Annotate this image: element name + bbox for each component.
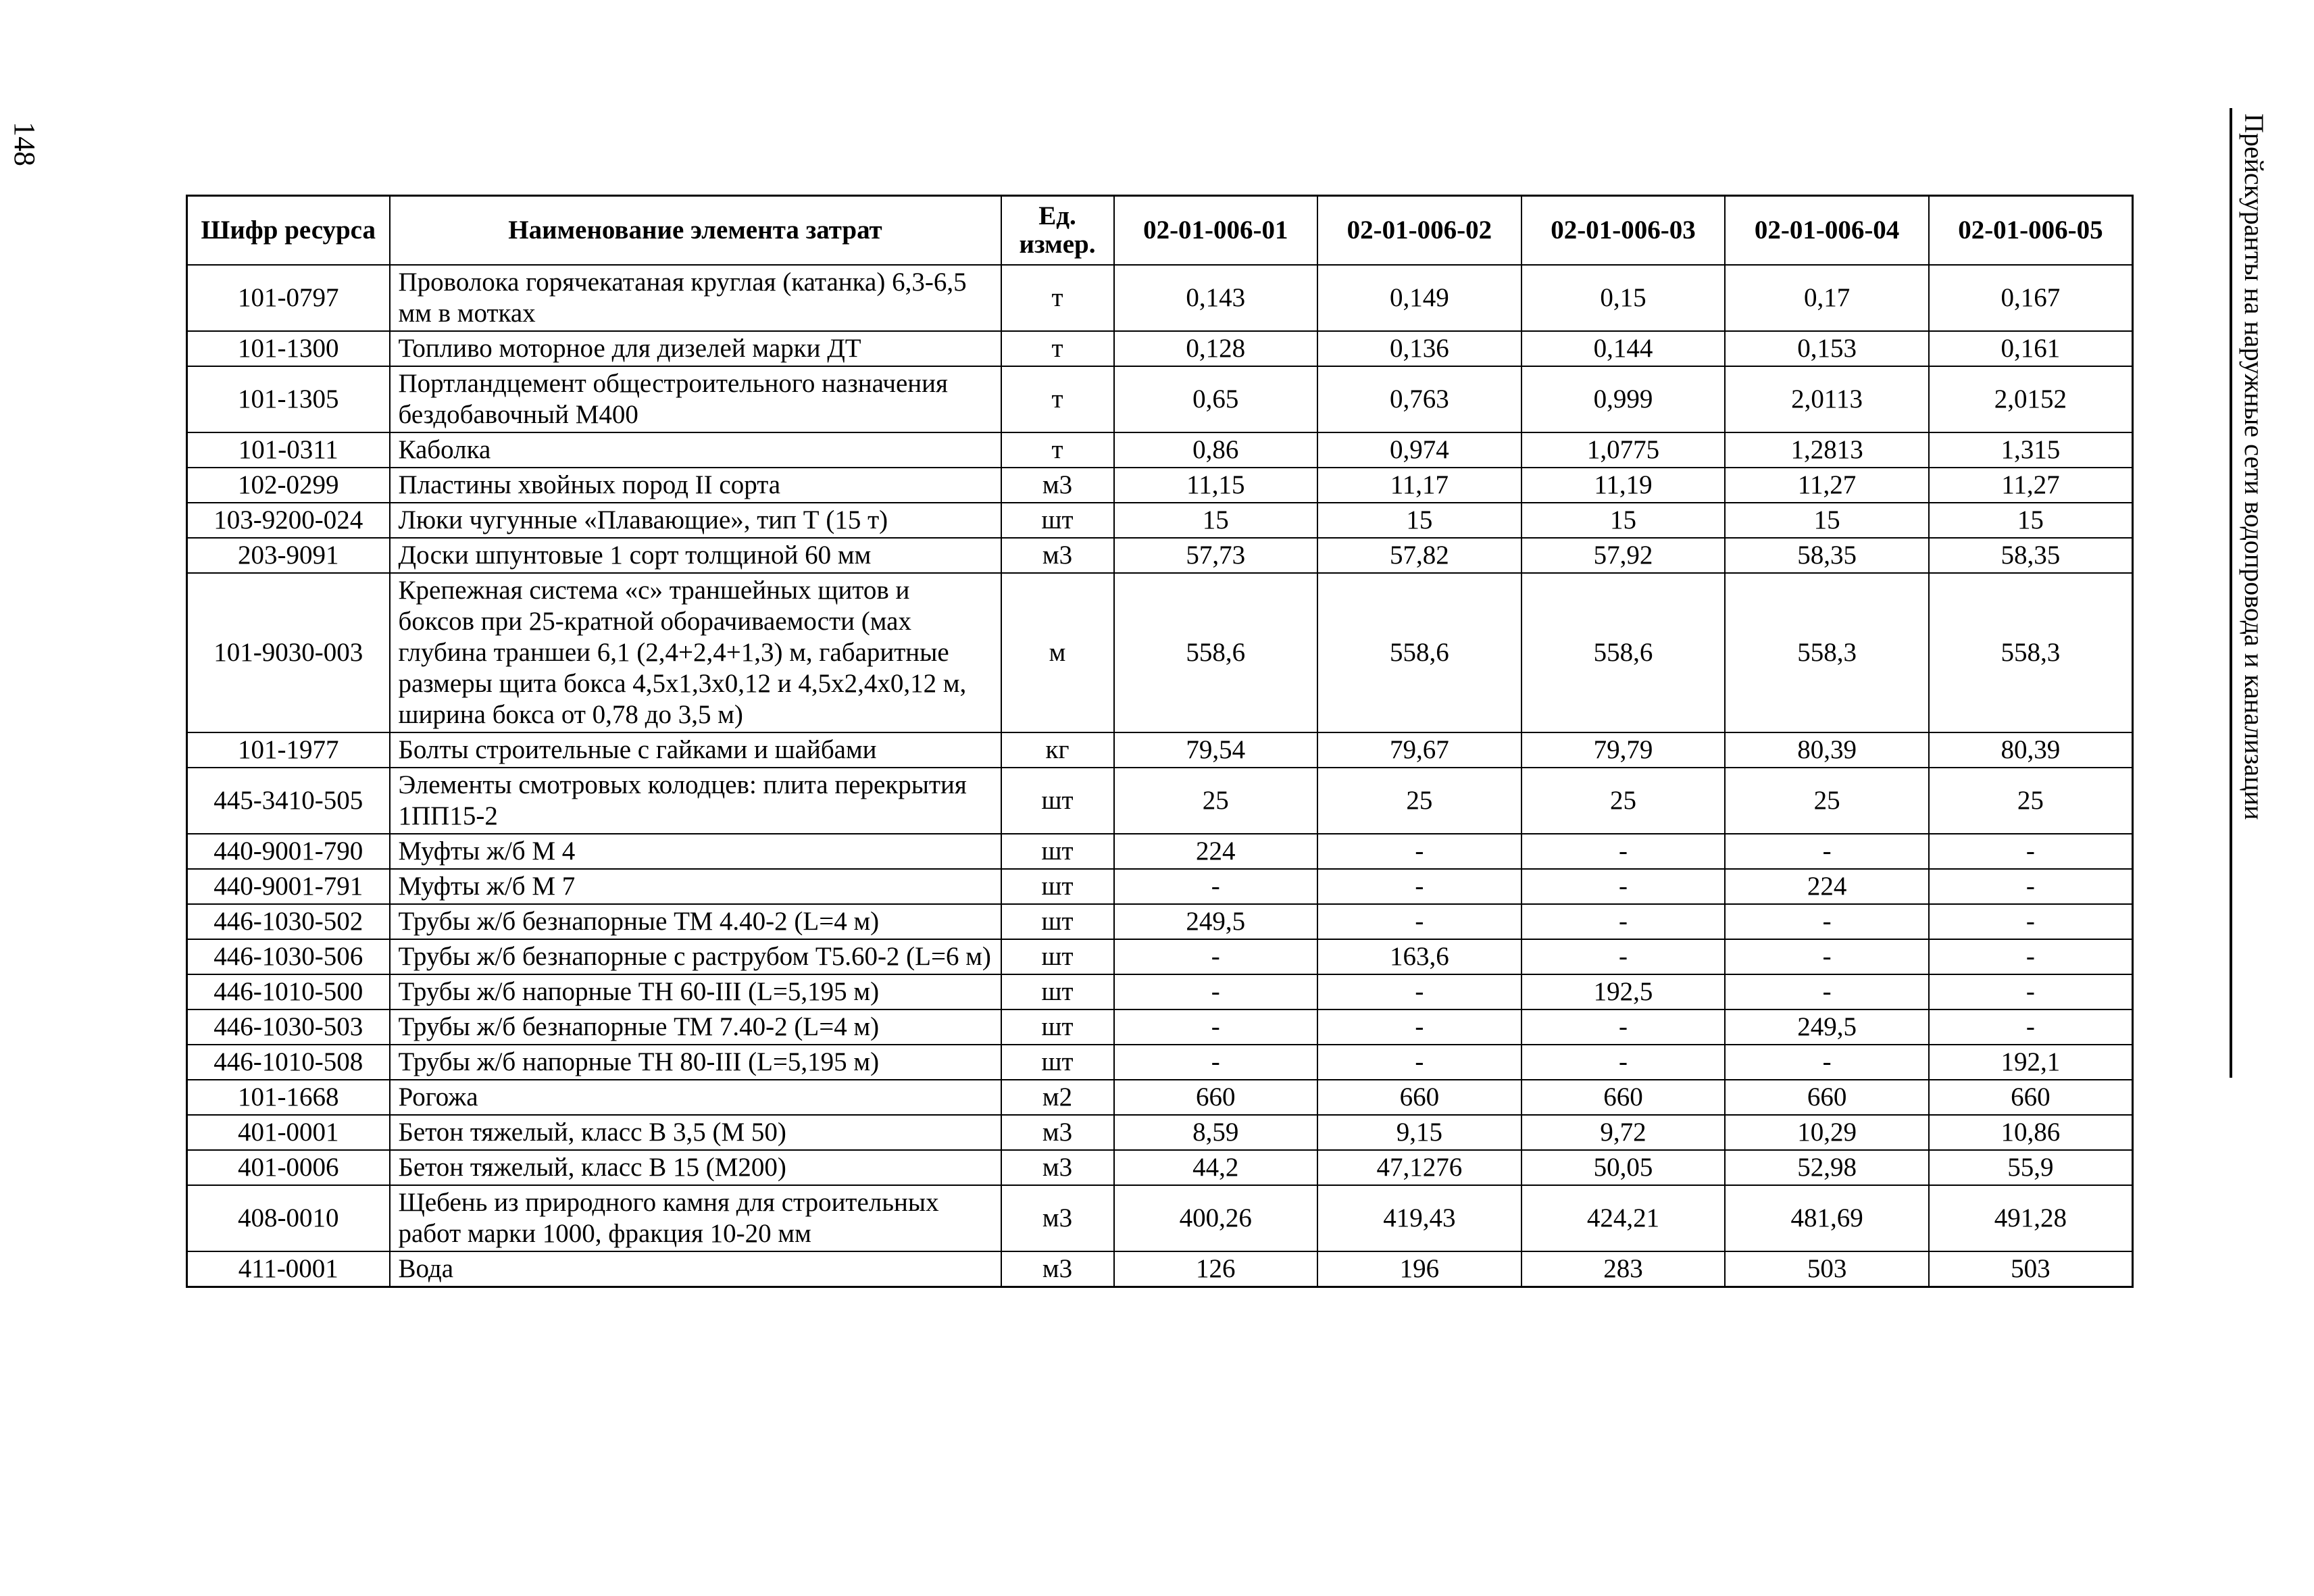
value-col-4: 1,2813 — [1725, 432, 1929, 468]
value-col-3: 660 — [1521, 1080, 1726, 1115]
value-col-2: - — [1317, 904, 1521, 939]
resource-code: 440-9001-791 — [187, 869, 390, 904]
value-col-5: 558,3 — [1929, 573, 2133, 732]
table-header-row — [187, 196, 2133, 266]
resource-unit: м3 — [1001, 1150, 1114, 1185]
value-col-3: 79,79 — [1521, 732, 1726, 768]
value-col-5: 0,167 — [1929, 265, 2133, 331]
value-col-3: - — [1521, 834, 1726, 869]
resource-unit: шт — [1001, 974, 1114, 1009]
value-col-2: 57,82 — [1317, 538, 1521, 573]
table-row — [187, 1009, 2133, 1045]
table-row — [187, 1251, 2133, 1287]
table-row — [187, 573, 2133, 732]
value-col-4: 11,27 — [1725, 468, 1929, 503]
resource-name: Портландцемент общестроительного назначения бездобавочный М400 — [390, 366, 1001, 432]
value-col-2: - — [1317, 1009, 1521, 1045]
resource-code: 103-9200-024 — [187, 503, 390, 538]
resource-code: 101-0797 — [187, 265, 390, 331]
resource-code: 408-0010 — [187, 1185, 390, 1251]
value-col-5: - — [1929, 869, 2133, 904]
value-col-2: 558,6 — [1317, 573, 1521, 732]
resource-name: Трубы ж/б безнапорные ТМ 7.40-2 (L=4 м) — [390, 1009, 1001, 1045]
value-col-1: - — [1114, 869, 1318, 904]
value-col-3: 0,999 — [1521, 366, 1726, 432]
resource-name: Болты строительные с гайками и шайбами — [390, 732, 1001, 768]
header-col-5: 02-01-006-05 — [1929, 196, 2133, 266]
value-col-1: 57,73 — [1114, 538, 1318, 573]
value-col-4: 503 — [1725, 1251, 1929, 1287]
value-col-4: 2,0113 — [1725, 366, 1929, 432]
value-col-1: 224 — [1114, 834, 1318, 869]
resource-name: Бетон тяжелый, класс В 3,5 (М 50) — [390, 1115, 1001, 1150]
resource-unit: м3 — [1001, 468, 1114, 503]
resource-code: 101-1300 — [187, 331, 390, 366]
value-col-2: 660 — [1317, 1080, 1521, 1115]
value-col-1: 400,26 — [1114, 1185, 1318, 1251]
resource-unit: шт — [1001, 1009, 1114, 1045]
value-col-2: 25 — [1317, 768, 1521, 834]
value-col-4: - — [1725, 1045, 1929, 1080]
value-col-5: 15 — [1929, 503, 2133, 538]
resource-code: 446-1010-508 — [187, 1045, 390, 1080]
header-code: Шифр ресурса — [187, 196, 390, 266]
resource-unit: м3 — [1001, 538, 1114, 573]
value-col-4: 558,3 — [1725, 573, 1929, 732]
resource-unit: м — [1001, 573, 1114, 732]
value-col-5: 55,9 — [1929, 1150, 2133, 1185]
resource-code: 101-1668 — [187, 1080, 390, 1115]
resource-name: Крепежная система «с» траншейных щитов и боксов при 25-кратной оборачиваемости (мах глубина траншеи 6,1 (2,4+2,4+1,3) м, габаритные размеры щита бокса 4,5х1,3х0,12 и 4,5х2,4х0,12 м, ширина бокса от 0,78 до 3,5 м) — [390, 573, 1001, 732]
resource-unit: м3 — [1001, 1185, 1114, 1251]
header-unit: Ед. измер. — [1001, 196, 1114, 266]
resource-code: 101-1977 — [187, 732, 390, 768]
resource-code: 401-0006 — [187, 1150, 390, 1185]
value-col-3: - — [1521, 939, 1726, 974]
running-title: Прейскуранты на наружные сети водопровода и канализации — [2239, 114, 2269, 820]
resource-name: Трубы ж/б напорные ТН 60-III (L=5,195 м) — [390, 974, 1001, 1009]
resource-unit: м2 — [1001, 1080, 1114, 1115]
header-col-3: 02-01-006-03 — [1521, 196, 1726, 266]
value-col-5: 11,27 — [1929, 468, 2133, 503]
resource-name: Трубы ж/б безнапорные ТМ 4.40-2 (L=4 м) — [390, 904, 1001, 939]
value-col-2: - — [1317, 869, 1521, 904]
value-col-5: 192,1 — [1929, 1045, 2133, 1080]
value-col-3: 50,05 — [1521, 1150, 1726, 1185]
resource-code: 445-3410-505 — [187, 768, 390, 834]
value-col-3: 1,0775 — [1521, 432, 1726, 468]
value-col-4: 660 — [1725, 1080, 1929, 1115]
resource-name: Пластины хвойных пород II сорта — [390, 468, 1001, 503]
value-col-1: 249,5 — [1114, 904, 1318, 939]
value-col-4: 224 — [1725, 869, 1929, 904]
table-row — [187, 503, 2133, 538]
value-col-4: 249,5 — [1725, 1009, 1929, 1045]
resource-code: 101-9030-003 — [187, 573, 390, 732]
resource-name: Муфты ж/б М 4 — [390, 834, 1001, 869]
resource-unit: т — [1001, 331, 1114, 366]
table-row — [187, 768, 2133, 834]
table-row — [187, 1115, 2133, 1150]
resource-name: Рогожа — [390, 1080, 1001, 1115]
value-col-2: 419,43 — [1317, 1185, 1521, 1251]
value-col-5: 0,161 — [1929, 331, 2133, 366]
value-col-5: 80,39 — [1929, 732, 2133, 768]
resource-code: 411-0001 — [187, 1251, 390, 1287]
resource-name: Трубы ж/б напорные ТН 80-III (L=5,195 м) — [390, 1045, 1001, 1080]
header-col-1: 02-01-006-01 — [1114, 196, 1318, 266]
value-col-1: - — [1114, 1009, 1318, 1045]
value-col-2: 11,17 — [1317, 468, 1521, 503]
value-col-5: 1,315 — [1929, 432, 2133, 468]
value-col-4: 80,39 — [1725, 732, 1929, 768]
value-col-5: - — [1929, 834, 2133, 869]
resource-name: Трубы ж/б безнапорные с раструбом Т5.60-2 (L=6 м) — [390, 939, 1001, 974]
value-col-4: - — [1725, 904, 1929, 939]
value-col-4: 0,153 — [1725, 331, 1929, 366]
resource-name: Вода — [390, 1251, 1001, 1287]
value-col-1: 25 — [1114, 768, 1318, 834]
value-col-5: 2,0152 — [1929, 366, 2133, 432]
table-row — [187, 366, 2133, 432]
value-col-5: - — [1929, 904, 2133, 939]
value-col-1: 0,143 — [1114, 265, 1318, 331]
table-row — [187, 904, 2133, 939]
resource-code: 102-0299 — [187, 468, 390, 503]
resource-code: 446-1030-502 — [187, 904, 390, 939]
value-col-1: 8,59 — [1114, 1115, 1318, 1150]
value-col-1: 0,86 — [1114, 432, 1318, 468]
value-col-1: 11,15 — [1114, 468, 1318, 503]
table-row — [187, 1150, 2133, 1185]
value-col-1: - — [1114, 939, 1318, 974]
resource-name: Топливо моторное для дизелей марки ДТ — [390, 331, 1001, 366]
value-col-4: 58,35 — [1725, 538, 1929, 573]
page-number: 148 — [8, 122, 41, 166]
resource-unit: кг — [1001, 732, 1114, 768]
resource-name: Муфты ж/б М 7 — [390, 869, 1001, 904]
value-col-1: 660 — [1114, 1080, 1318, 1115]
value-col-2: 79,67 — [1317, 732, 1521, 768]
value-col-2: - — [1317, 1045, 1521, 1080]
value-col-3: 25 — [1521, 768, 1726, 834]
value-col-2: 0,136 — [1317, 331, 1521, 366]
value-col-1: - — [1114, 1045, 1318, 1080]
value-col-5: - — [1929, 939, 2133, 974]
value-col-3: - — [1521, 904, 1726, 939]
value-col-3: 283 — [1521, 1251, 1726, 1287]
resource-unit: шт — [1001, 904, 1114, 939]
value-col-5: 58,35 — [1929, 538, 2133, 573]
value-col-4: 10,29 — [1725, 1115, 1929, 1150]
value-col-2: 196 — [1317, 1251, 1521, 1287]
table-row — [187, 939, 2133, 974]
table-row — [187, 538, 2133, 573]
table-row — [187, 1080, 2133, 1115]
table-row — [187, 1185, 2133, 1251]
resource-code: 446-1010-500 — [187, 974, 390, 1009]
resource-name: Бетон тяжелый, класс В 15 (М200) — [390, 1150, 1001, 1185]
value-col-4: 15 — [1725, 503, 1929, 538]
value-col-3: - — [1521, 1045, 1726, 1080]
value-col-2: 0,974 — [1317, 432, 1521, 468]
table-row — [187, 468, 2133, 503]
table-row — [187, 1045, 2133, 1080]
value-col-3: 9,72 — [1521, 1115, 1726, 1150]
header-col-4: 02-01-006-04 — [1725, 196, 1929, 266]
value-col-1: 0,65 — [1114, 366, 1318, 432]
resource-name: Элементы смотровых колодцев: плита перекрытия 1ПП15-2 — [390, 768, 1001, 834]
resource-unit: т — [1001, 366, 1114, 432]
title-rule — [2230, 108, 2232, 1078]
header-name: Наименование элемента затрат — [390, 196, 1001, 266]
value-col-5: 10,86 — [1929, 1115, 2133, 1150]
value-col-1: 44,2 — [1114, 1150, 1318, 1185]
value-col-3: 57,92 — [1521, 538, 1726, 573]
value-col-2: 15 — [1317, 503, 1521, 538]
resource-unit: т — [1001, 265, 1114, 331]
value-col-1: 0,128 — [1114, 331, 1318, 366]
value-col-3: - — [1521, 1009, 1726, 1045]
resource-unit: м3 — [1001, 1115, 1114, 1150]
table-row — [187, 331, 2133, 366]
value-col-5: - — [1929, 1009, 2133, 1045]
value-col-2: 9,15 — [1317, 1115, 1521, 1150]
resource-code: 440-9001-790 — [187, 834, 390, 869]
resource-table — [186, 195, 2134, 1288]
value-col-1: - — [1114, 974, 1318, 1009]
resource-code: 401-0001 — [187, 1115, 390, 1150]
value-col-4: - — [1725, 834, 1929, 869]
resource-code: 446-1030-506 — [187, 939, 390, 974]
resource-unit: шт — [1001, 768, 1114, 834]
table-body — [187, 265, 2133, 1287]
value-col-4: - — [1725, 974, 1929, 1009]
value-col-3: 11,19 — [1521, 468, 1726, 503]
resource-code: 203-9091 — [187, 538, 390, 573]
value-col-4: 52,98 — [1725, 1150, 1929, 1185]
value-col-2: 47,1276 — [1317, 1150, 1521, 1185]
value-col-4: - — [1725, 939, 1929, 974]
value-col-3: 0,15 — [1521, 265, 1726, 331]
resource-unit: м3 — [1001, 1251, 1114, 1287]
value-col-2: - — [1317, 834, 1521, 869]
resource-unit: шт — [1001, 939, 1114, 974]
resource-unit: шт — [1001, 503, 1114, 538]
table-row — [187, 974, 2133, 1009]
table-row — [187, 432, 2133, 468]
value-col-4: 0,17 — [1725, 265, 1929, 331]
value-col-5: - — [1929, 974, 2133, 1009]
value-col-3: 558,6 — [1521, 573, 1726, 732]
resource-name: Люки чугунные «Плавающие», тип Т (15 т) — [390, 503, 1001, 538]
value-col-3: 192,5 — [1521, 974, 1726, 1009]
resource-code: 101-1305 — [187, 366, 390, 432]
resource-unit: т — [1001, 432, 1114, 468]
value-col-3: - — [1521, 869, 1726, 904]
value-col-3: 424,21 — [1521, 1185, 1726, 1251]
resource-unit: шт — [1001, 834, 1114, 869]
table-row — [187, 265, 2133, 331]
value-col-5: 503 — [1929, 1251, 2133, 1287]
resource-name: Щебень из природного камня для строительных работ марки 1000, фракция 10-20 мм — [390, 1185, 1001, 1251]
value-col-1: 79,54 — [1114, 732, 1318, 768]
value-col-5: 25 — [1929, 768, 2133, 834]
value-col-3: 0,144 — [1521, 331, 1726, 366]
value-col-2: - — [1317, 974, 1521, 1009]
resource-name: Доски шпунтовые 1 сорт толщиной 60 мм — [390, 538, 1001, 573]
value-col-2: 0,149 — [1317, 265, 1521, 331]
header-col-2: 02-01-006-02 — [1317, 196, 1521, 266]
resource-code: 446-1030-503 — [187, 1009, 390, 1045]
resource-code: 101-0311 — [187, 432, 390, 468]
resource-name: Каболка — [390, 432, 1001, 468]
value-col-2: 163,6 — [1317, 939, 1521, 974]
resource-name: Проволока горячекатаная круглая (катанка) 6,3-6,5 мм в мотках — [390, 265, 1001, 331]
value-col-4: 25 — [1725, 768, 1929, 834]
value-col-5: 491,28 — [1929, 1185, 2133, 1251]
value-col-4: 481,69 — [1725, 1185, 1929, 1251]
resource-unit: шт — [1001, 869, 1114, 904]
table-row — [187, 869, 2133, 904]
value-col-2: 0,763 — [1317, 366, 1521, 432]
table-row — [187, 834, 2133, 869]
value-col-5: 660 — [1929, 1080, 2133, 1115]
value-col-1: 126 — [1114, 1251, 1318, 1287]
value-col-1: 558,6 — [1114, 573, 1318, 732]
resource-unit: шт — [1001, 1045, 1114, 1080]
table-row — [187, 732, 2133, 768]
value-col-1: 15 — [1114, 503, 1318, 538]
value-col-3: 15 — [1521, 503, 1726, 538]
